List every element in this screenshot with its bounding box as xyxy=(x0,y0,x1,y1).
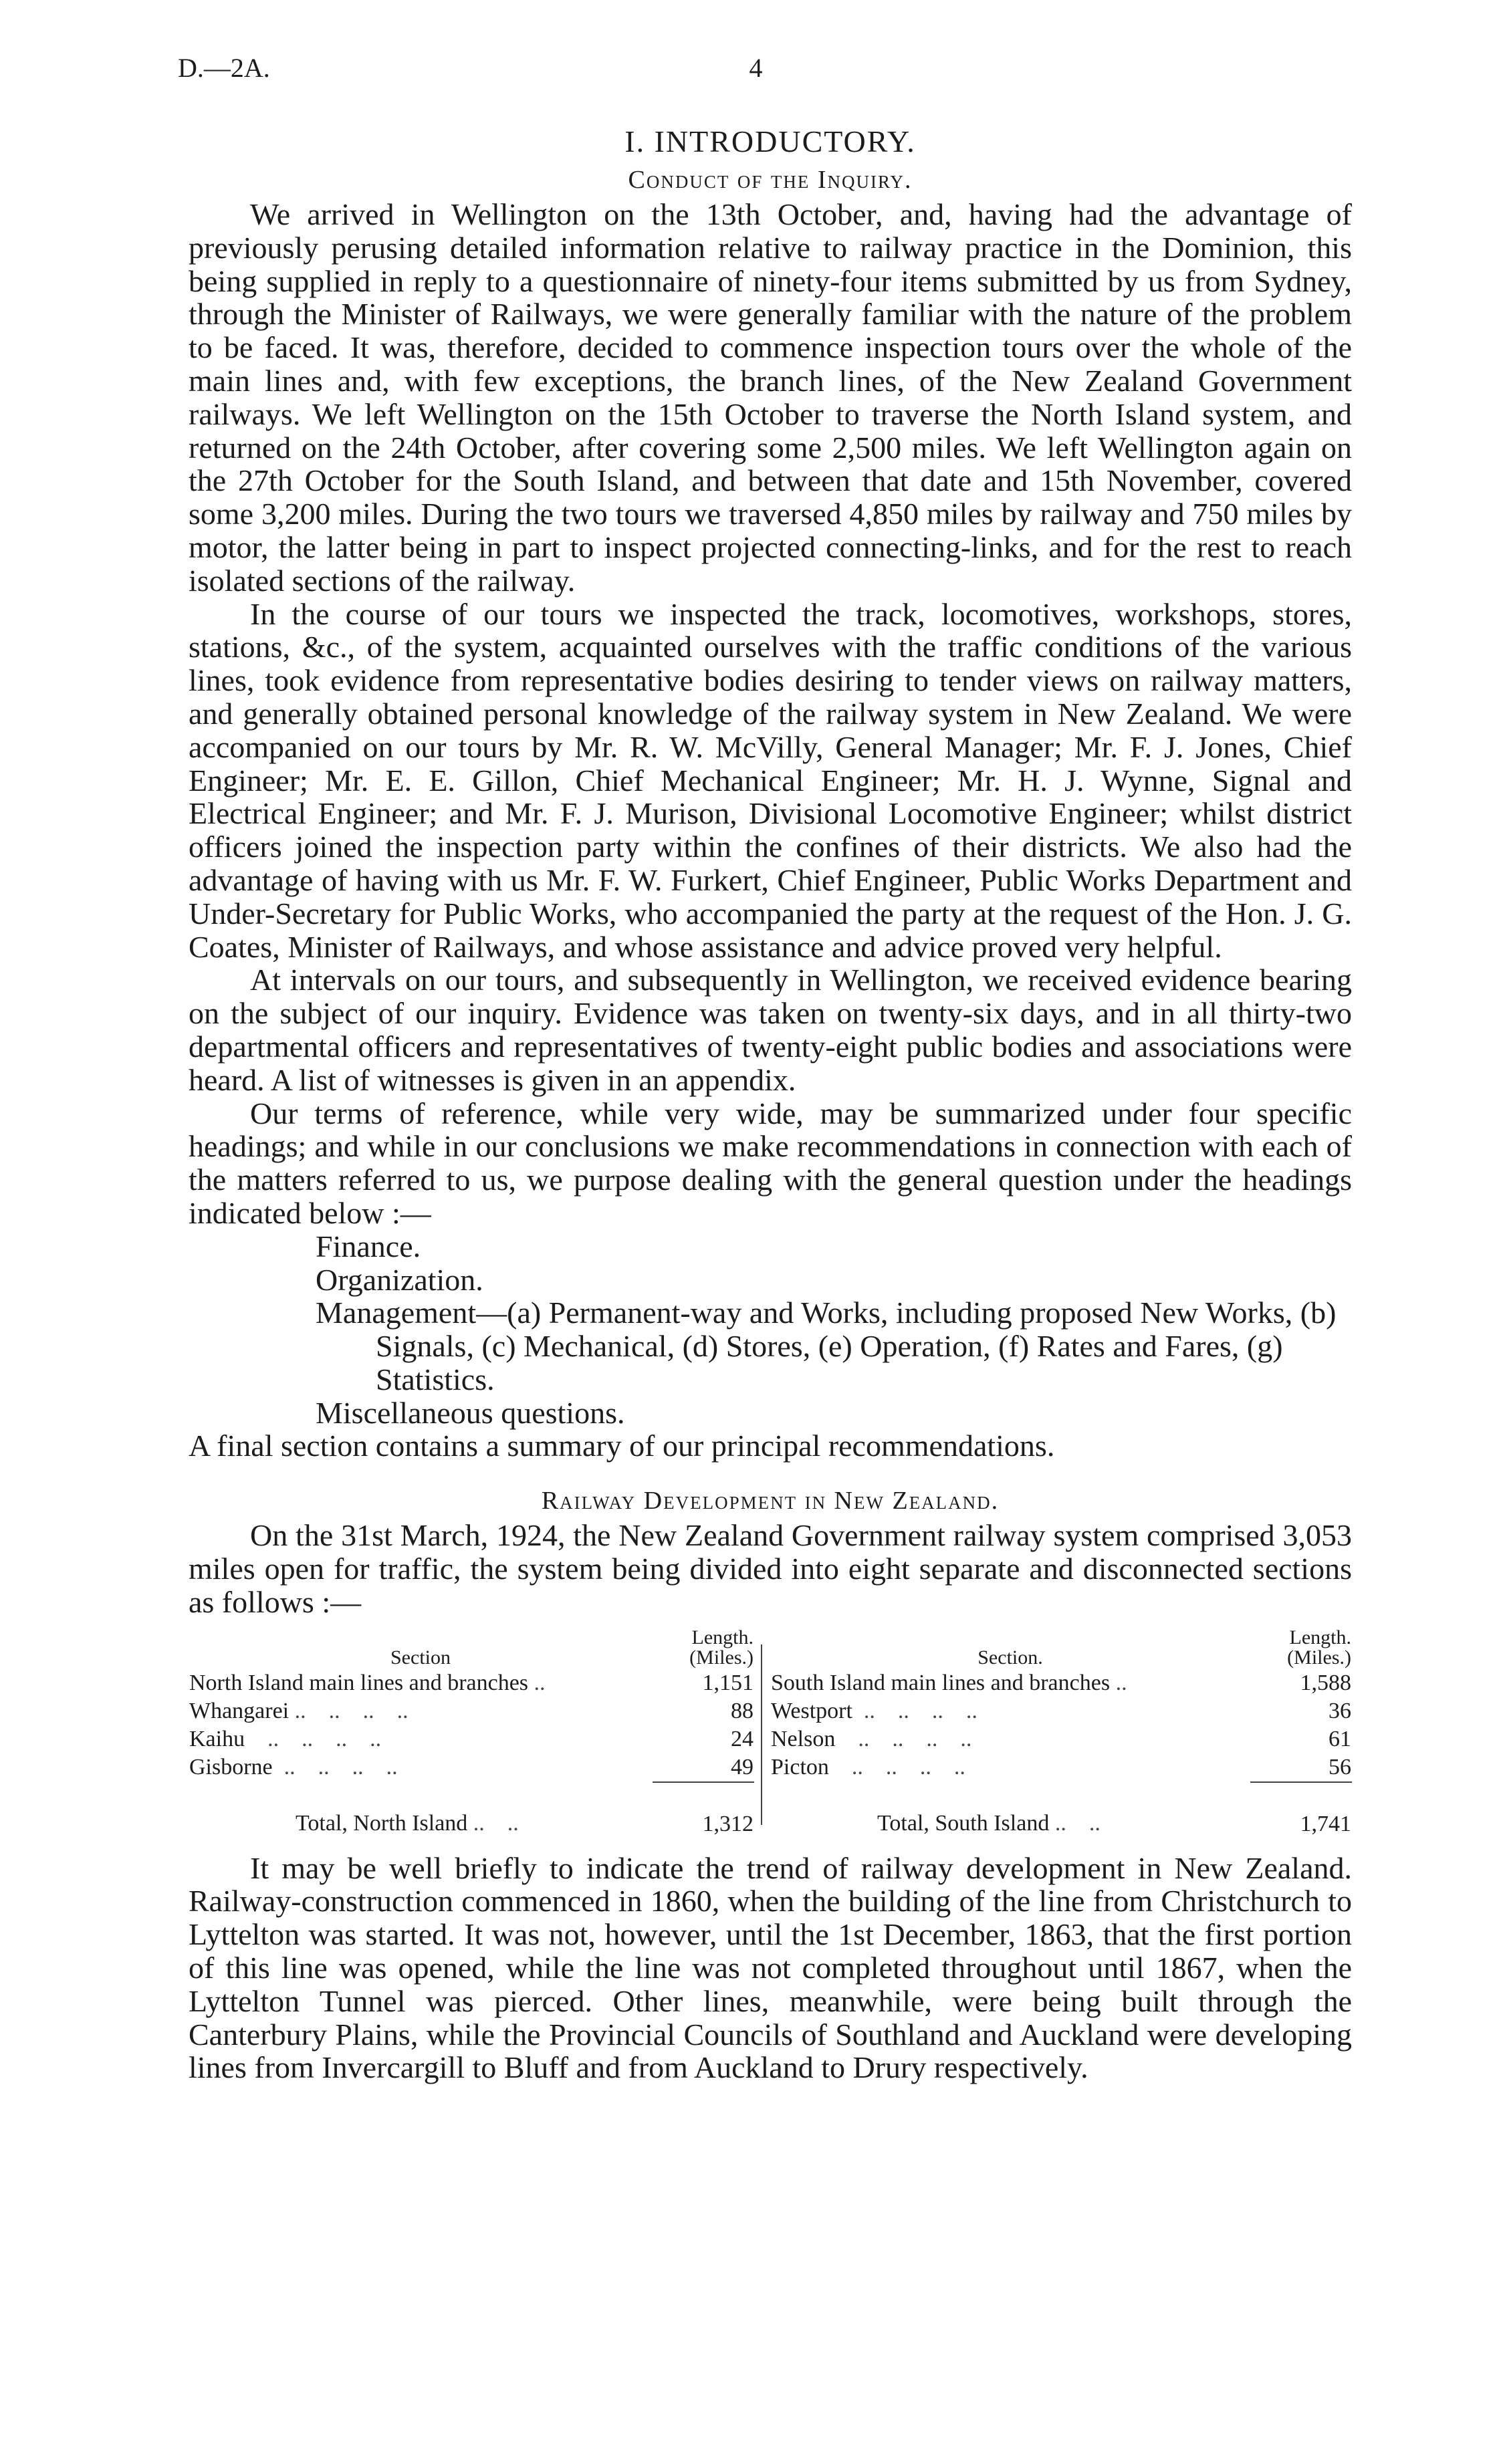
section-miles: 1,588 xyxy=(1300,1670,1351,1695)
section-title: I. INTRODUCTORY. xyxy=(624,124,916,158)
section-miles: 1,151 xyxy=(702,1670,754,1695)
section-name: Nelson .. .. .. .. xyxy=(771,1726,972,1751)
total-miles: 1,312 xyxy=(653,1782,754,1838)
paragraph: On the 31st March, 1924, the New Zealand Government railway system comprised 3,053 miles open for traffic, the system being divided into eight separate and disconnected sections as follows :— xyxy=(189,1518,1352,1619)
column-header: Length. (Miles.) xyxy=(689,1626,754,1669)
headings-list xyxy=(189,1230,1352,1430)
paragraph: We arrived in Wellington on the 13th October, and, having had the advantage of previously perusing detailed information relative to railway practice in the Dominion, this being supplied in reply to a questionnaire of ninety-four items submitted by us from Sydney, through the Minister of Railways, we were generally familiar with the nature of the problem to be faced. It was, therefore, decided to commence inspection tours over the whole of the main lines and, with few exceptions, the branch lines, of the New Zealand Government railways. We left Wellington on the 15th October to traverse the North Island system, and returned on the 24th October, after covering some 2,500 miles. We left Wellington again on the 27th October for the South Island, and between that date and 15th November, covered some 3,200 miles. During the two tours we traversed 4,850 miles by railway and 750 miles by motor, the latter being in part to inspect projected connecting-links, and for the rest to reach isolated sections of the railway. xyxy=(189,197,1352,598)
total-row xyxy=(189,1782,754,1838)
list-item: Management—(a) Permanent-way and Works, including proposed New Works, (b) Signals, (c) Mechanical, (d) Stores, (e) Operation, (f) Rates and Fares, (g) Statistics. xyxy=(316,1296,1337,1396)
page-number: 4 xyxy=(749,53,763,83)
section-subtitle: Conduct of the Inquiry. xyxy=(628,166,913,194)
section-miles: 61 xyxy=(1329,1726,1351,1751)
section-name: Gisborne .. .. .. .. xyxy=(189,1755,398,1780)
page-header xyxy=(178,52,1334,92)
table-row xyxy=(770,1725,1352,1753)
page-body xyxy=(189,122,1352,2084)
section-miles: 56 xyxy=(1329,1754,1351,1779)
section-miles: 36 xyxy=(1329,1698,1351,1723)
section-miles: 49 xyxy=(731,1754,754,1779)
list-item: Miscellaneous questions. xyxy=(316,1395,625,1430)
column-header: Section xyxy=(390,1646,451,1669)
table-row xyxy=(770,1669,1352,1697)
table-row xyxy=(189,1725,754,1753)
paragraph: Our terms of reference, while very wide, may be summarized under four specific headings; and while in our conclusions we make recommendations in connection with each of the matters referred to us, we purpose dealing with the general question under the headings indicated below :— xyxy=(189,1096,1352,1230)
section-name: South Island main lines and branches .. xyxy=(771,1670,1127,1695)
paragraph: At intervals on our tours, and subsequently in Wellington, we received evidence bearing on the subject of our inquiry. Evidence was taken on twenty-six days, and in all thirty-two departmental officers and representatives of twenty-eight public bodies and associations were heard. A list of witnesses is given in an appendix. xyxy=(189,963,1352,1097)
north-island-table xyxy=(189,1627,754,1838)
table-row xyxy=(770,1697,1352,1725)
section-name: Whangarei .. .. .. .. xyxy=(189,1698,409,1723)
total-label: Total, North Island .. .. xyxy=(296,1811,519,1836)
section-name: Kaihu .. .. .. .. xyxy=(189,1726,382,1751)
paragraph: It may be well briefly to indicate the trend of railway development in New Zealand. Railway-construction commenced in 1860, when the building of the line from Christchurch to Lyttelton was started. It was not, however, until the 1st December, 1863, that the first portion of this line was opened, while the line was not completed throughout until 1867, when the Lyttelton Tunnel was pierced. Other lines, meanwhile, were being built through the Canterbury Plains, while the Provincial Councils of Southland and Auckland were developing lines from Invercargill to Bluff and from Auckland to Drury respectively. xyxy=(189,1850,1352,2085)
table-row xyxy=(189,1697,754,1725)
railway-sections-table xyxy=(189,1627,1352,1836)
total-label: Total, South Island .. .. xyxy=(877,1811,1101,1836)
section-miles: 24 xyxy=(731,1726,754,1751)
paragraph: In the course of our tours we inspected the track, locomotives, workshops, stores, stations, &c., of the system, acquainted ourselves with the traffic conditions of the various lines, took evidence from representative bodies desiring to tender views on railway matters, and generally obtained personal knowledge of the railway system in New Zealand. We were accompanied on our tours by Mr. R. W. McVilly, General Manager; Mr. F. J. Jones, Chief Engineer; Mr. E. E. Gillon, Chief Mechanical Engineer; Mr. H. J. Wynne, Signal and Electrical Engineer; and Mr. F. J. Murison, Divisional Locomotive Engineer; whilst district officers joined the inspection party within the confines of their districts. We also had the advantage of having with us Mr. F. W. Furkert, Chief Engineer, Public Works Department and Under-Secretary for Public Works, who accompanied the party at the request of the Hon. J. G. Coates, Minister of Railways, and whose assistance and advice proved very helpful. xyxy=(189,596,1352,964)
table-row xyxy=(189,1753,754,1782)
column-header: Length. (Miles.) xyxy=(1287,1626,1351,1669)
table-row xyxy=(189,1669,754,1697)
list-item: Finance. xyxy=(316,1229,421,1263)
section-miles: 88 xyxy=(731,1698,754,1723)
section-name: Picton .. .. .. .. xyxy=(771,1755,965,1780)
total-row xyxy=(770,1782,1352,1838)
south-island-table xyxy=(770,1627,1352,1838)
document-reference: D.—2A. xyxy=(178,53,270,83)
total-miles: 1,741 xyxy=(1250,1782,1352,1838)
final-note: A final section contains a summary of our principal recommendations. xyxy=(189,1429,1055,1463)
column-header: Section. xyxy=(977,1646,1043,1669)
section-subtitle: Railway Development in New Zealand. xyxy=(541,1487,1000,1515)
table-row xyxy=(770,1753,1352,1782)
list-item: Organization. xyxy=(316,1262,483,1297)
section-name: North Island main lines and branches .. xyxy=(189,1670,546,1695)
section-name: Westport .. .. .. .. xyxy=(771,1698,977,1723)
table-divider xyxy=(761,1644,762,1825)
